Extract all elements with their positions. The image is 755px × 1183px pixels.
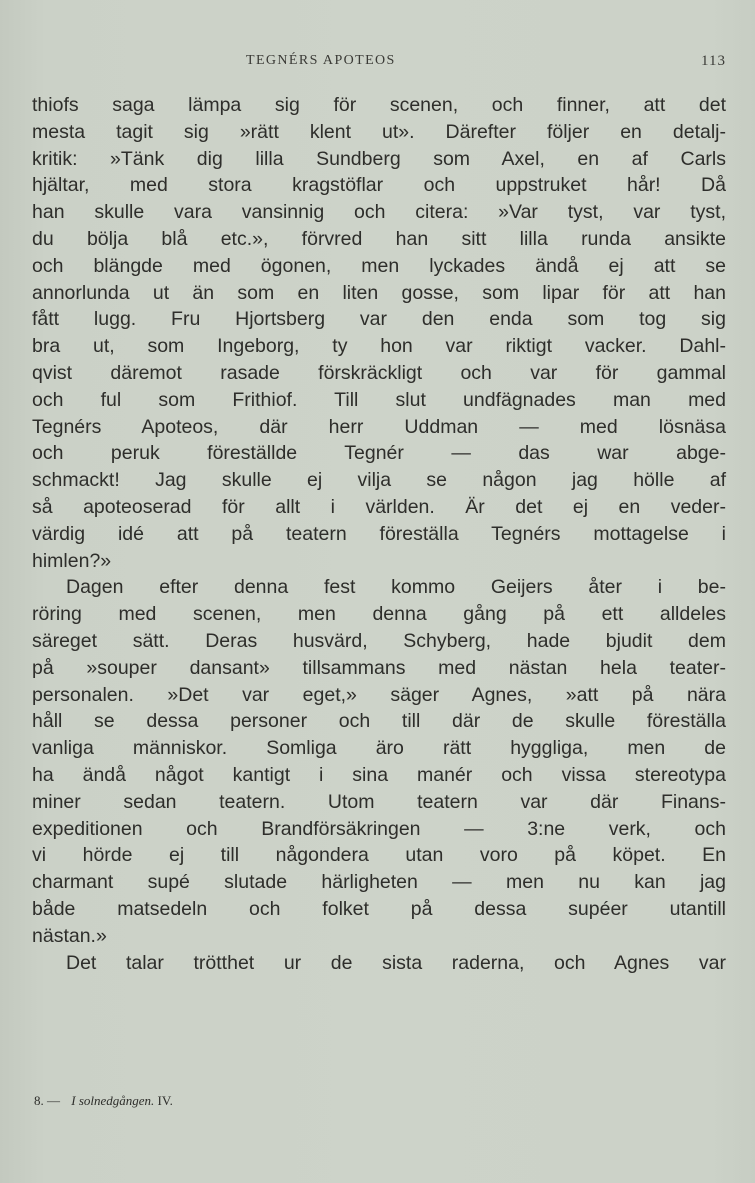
text-line: röring med scenen, men denna gång på ett alldeles — [32, 603, 726, 626]
text-line: schmackt! Jag skulle ej vilja se någon jag hölle af — [32, 469, 726, 492]
text-line: miner sedan teatern. Utom teatern var där Finans- — [32, 790, 726, 813]
text-line: bra ut, som Ingeborg, ty hon var riktigt vacker. Dahl- — [32, 335, 726, 358]
text-line: personalen. »Det var eget,» säger Agnes, »att på nära — [32, 683, 726, 706]
text-line: mesta tagit sig »rätt klent ut». Därefter följer en detalj- — [32, 120, 726, 143]
page-header — [34, 53, 726, 73]
text-line: du bölja blå etc.», förvred han sitt lilla runda ansikte — [32, 227, 726, 250]
text-line: fått lugg. Fru Hjortsberg var den enda som tog sig — [32, 308, 726, 331]
text-line: kritik: »Tänk dig lilla Sundberg som Axel, en af Carls — [32, 147, 726, 170]
text-line: och blängde med ögonen, men lyckades ändå ej att se — [32, 254, 726, 277]
text-line: håll se dessa personer och till där de skulle föreställa — [32, 710, 726, 733]
text-line: Tegnérs Apoteos, där herr Uddman — med lösnäsa — [32, 415, 726, 438]
text-line: charmant supé slutade härligheten — men nu kan jag — [32, 871, 726, 894]
text-line: hjältar, med stora kragstöflar och uppstruket hår! Då — [32, 174, 726, 197]
text-line: säreget sätt. Deras husvärd, Schyberg, hade bjudit dem — [32, 629, 726, 652]
text-line: så apoteoserad för allt i världen. Är det ej en veder- — [32, 495, 726, 518]
signature-mark: 8. — — [34, 1093, 60, 1108]
text-line: värdig idé att på teatern föreställa Tegnérs mottagelse i — [32, 522, 726, 545]
text-line: och peruk föreställde Tegnér — das war abge- — [32, 442, 726, 465]
text-line: thiofs saga lämpa sig för scenen, och finner, att det — [32, 94, 726, 116]
text-line: vanliga människor. Somliga äro rätt hyggliga, men de — [32, 737, 726, 760]
text-line: nästan.» — [32, 924, 107, 947]
running-title: TEGNÉRS APOTEOS — [246, 53, 396, 68]
text-line: både matsedeln och folket på dessa supéer utantill — [32, 897, 726, 920]
text-line: Det talar trötthet ur de sista raderna, och Agnes var — [66, 951, 726, 974]
text-line: annorlunda ut än som en liten gosse, som lipar för att han — [32, 281, 726, 304]
text-line: på »souper dansant» tillsammans med nästan hela teater- — [32, 656, 726, 679]
text-line: Dagen efter denna fest kommo Geijers åter i be- — [66, 576, 726, 599]
signature-footer — [34, 1093, 173, 1109]
text-line: ha ändå något kantigt i sina manér och vissa stereotypa — [32, 763, 726, 786]
volume-number: IV. — [157, 1093, 173, 1108]
text-line: och ful som Frithiof. Till slut undfägnades man med — [32, 388, 726, 411]
text-line: han skulle vara vansinnig och citera: »Var tyst, var tyst, — [32, 201, 726, 224]
book-title: I solnedgången. — [71, 1093, 155, 1108]
text-line: himlen?» — [32, 549, 112, 572]
text-line: vi hörde ej till någondera utan voro på köpet. En — [32, 844, 726, 867]
text-line: expeditionen och Brandförsäkringen — 3:ne verk, och — [32, 817, 726, 840]
text-line: qvist däremot rasade förskräckligt och var för gammal — [32, 361, 726, 384]
text-body — [32, 92, 726, 976]
page-number: 113 — [701, 53, 726, 69]
